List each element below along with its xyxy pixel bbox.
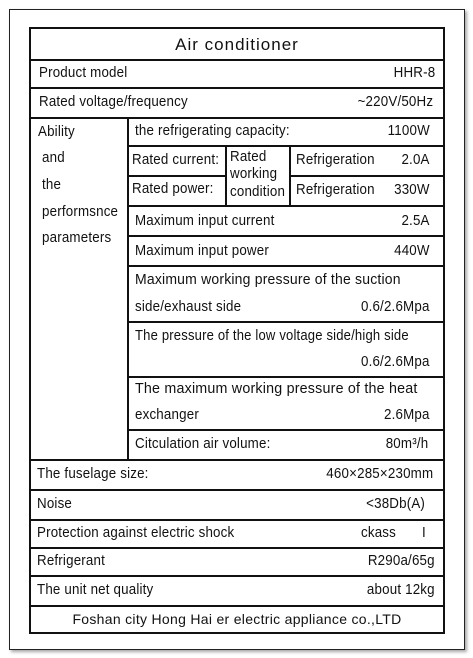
page-title: Air conditioner bbox=[175, 35, 299, 54]
product-model-label: Product model bbox=[39, 65, 128, 81]
refrigerating-capacity-label: the refrigerating capacity: bbox=[135, 123, 290, 139]
max-working-pressure-value: 0.6/2.6Mpa bbox=[361, 299, 430, 315]
refrigerant-label: Refrigerant bbox=[37, 553, 106, 569]
noise-value: <38Db(A) bbox=[366, 496, 425, 512]
rated-power-mode: Refrigeration bbox=[296, 182, 375, 198]
max-input-power-label: Maximum input power bbox=[135, 243, 269, 259]
ability-label-line: the bbox=[42, 177, 62, 193]
rated-current-label: Rated current: bbox=[132, 152, 220, 168]
max-working-pressure-line1: Maximum working pressure of the suction bbox=[135, 272, 401, 288]
net-quality-label: The unit net quality bbox=[37, 582, 154, 598]
row-divider bbox=[127, 235, 443, 237]
row-divider bbox=[127, 321, 443, 323]
noise-label: Noise bbox=[37, 496, 73, 512]
fuselage-size-label: The fuselage size: bbox=[37, 466, 149, 482]
max-input-current-value: 2.5A bbox=[401, 213, 430, 229]
low-high-pressure-line1: The pressure of the low voltage side/high side bbox=[135, 328, 409, 344]
ability-label-line: Ability bbox=[38, 124, 75, 140]
low-high-pressure-value: 0.6/2.6Mpa bbox=[361, 354, 430, 370]
row-divider bbox=[127, 429, 443, 431]
rated-condition-line: condition bbox=[230, 184, 286, 200]
max-input-current-label: Maximum input current bbox=[135, 213, 275, 229]
heat-exchanger-pressure-line2: exchanger bbox=[135, 407, 199, 423]
refrigerant-value: R290a/65g bbox=[368, 553, 435, 569]
row-divider bbox=[31, 87, 443, 89]
row-divider bbox=[31, 575, 443, 577]
row-divider bbox=[127, 265, 443, 267]
heat-exchanger-pressure-line1: The maximum working pressure of the heat bbox=[135, 381, 418, 397]
row-divider bbox=[127, 145, 443, 147]
shock-protection-class: I bbox=[422, 525, 426, 541]
circulation-air-label: Citculation air volume: bbox=[135, 436, 271, 452]
shock-protection-value: ckass bbox=[361, 525, 397, 541]
rated-current-value: 2.0A bbox=[401, 152, 430, 168]
row-divider bbox=[127, 175, 225, 177]
col-divider bbox=[289, 145, 291, 205]
col-divider bbox=[225, 145, 227, 205]
row-divider bbox=[31, 519, 443, 521]
shock-protection-label: Protection against electric shock bbox=[37, 525, 235, 541]
row-divider bbox=[31, 59, 443, 61]
row-divider bbox=[31, 547, 443, 549]
row-divider bbox=[31, 117, 443, 119]
rated-current-mode: Refrigeration bbox=[296, 152, 375, 168]
ability-label-line: and bbox=[42, 150, 65, 166]
row-divider bbox=[31, 459, 443, 461]
ability-label-line: parameters bbox=[42, 230, 112, 246]
row-divider bbox=[31, 605, 443, 607]
max-working-pressure-line2: side/exhaust side bbox=[135, 299, 242, 315]
product-model-value: HHR-8 bbox=[393, 65, 435, 81]
net-quality-value: about 12kg bbox=[367, 582, 435, 598]
spec-table bbox=[29, 27, 445, 634]
rated-voltage-label: Rated voltage/frequency bbox=[39, 94, 188, 110]
rated-condition-line: Rated bbox=[230, 149, 267, 165]
row-divider bbox=[31, 489, 443, 491]
rated-condition-line: working bbox=[230, 166, 278, 182]
row-divider bbox=[127, 205, 443, 207]
rated-voltage-value: ~220V/50Hz bbox=[357, 94, 433, 110]
max-input-power-value: 440W bbox=[394, 243, 430, 259]
refrigerating-capacity-value: 1100W bbox=[387, 123, 430, 139]
row-divider bbox=[127, 376, 443, 378]
col-divider bbox=[127, 117, 129, 459]
rated-power-label: Rated power: bbox=[132, 181, 214, 197]
fuselage-size-value: 460×285×230mm bbox=[326, 466, 433, 482]
ability-label-line: performsnce bbox=[42, 204, 119, 220]
circulation-air-value: 80m³/h bbox=[385, 436, 428, 452]
rated-power-value: 330W bbox=[394, 182, 430, 198]
heat-exchanger-pressure-value: 2.6Mpa bbox=[384, 407, 430, 423]
row-divider bbox=[289, 175, 443, 177]
manufacturer-footer: Foshan city Hong Hai er electric appliance co.,LTD bbox=[72, 611, 402, 627]
